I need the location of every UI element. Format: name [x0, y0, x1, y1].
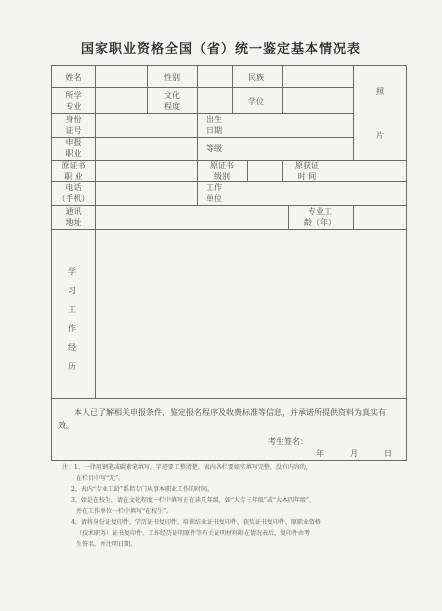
label-phone: [52, 182, 95, 204]
label-id-line2: 证号: [65, 126, 82, 135]
signature-label: 考生签名：: [268, 437, 308, 446]
form-title: 国家职业资格全国（省）统一鉴定基本情况表: [80, 42, 361, 57]
label-ethnicity: 民族: [248, 73, 264, 82]
label-work-years-line2: 龄（年）: [304, 218, 336, 227]
note-line: 3、如是在校生，请在文化程度一栏中填写正在读几年级，如“大专三年级”或“大本四年级”，: [71, 497, 316, 504]
label-education: [147, 90, 197, 112]
label-work-years-line1: 专业工: [308, 207, 332, 216]
row-line: [52, 398, 406, 399]
col-line: [247, 160, 248, 181]
label-level: 等级: [206, 144, 222, 153]
label-orig-time: [282, 160, 332, 182]
date-year: 年: [316, 449, 324, 458]
label-phone-line1: 电话: [65, 183, 82, 192]
label-history-3: 工: [68, 305, 76, 314]
label-history-6: 历: [68, 362, 76, 371]
row-line: [52, 137, 353, 138]
photo-label-2: 片: [376, 131, 384, 140]
note-line: 2、表内“专业工龄”系指专门从事本职业工作的时间。: [71, 486, 213, 493]
date-day: 日: [384, 449, 392, 458]
label-education-line1: 文化: [164, 91, 180, 100]
history-field[interactable]: [96, 230, 406, 396]
name-field[interactable]: [96, 66, 148, 87]
label-major: [52, 90, 95, 112]
label-orig-level: [197, 160, 247, 182]
row-line: [52, 87, 353, 88]
label-major-line2: 专业: [65, 102, 82, 111]
declaration: 本人已了解相关申报条件、鉴定报名程序及收费标准等信息，并承诺所提供资料为真实有效。: [58, 408, 386, 430]
note-line: 在栏目中写“无”。: [76, 475, 125, 482]
label-work-years: [288, 206, 352, 228]
label-history-5: 经: [68, 343, 76, 352]
label-dob-line1: 出生: [206, 115, 222, 124]
col-line: [95, 66, 96, 229]
notes-block: [62, 462, 392, 550]
note-line: 并在工作单位一栏中填写“在校生”。: [76, 508, 173, 515]
label-orig-time-line1: 原获证: [295, 161, 319, 170]
label-major-line1: 所学: [65, 91, 82, 100]
label-apply: [52, 137, 95, 159]
label-work-unit: [197, 182, 231, 204]
label-name: 姓名: [65, 73, 82, 82]
label-phone-line2: （手机）: [57, 194, 90, 203]
label-history-4: 作: [68, 324, 76, 333]
label-orig-occupation: [52, 160, 95, 182]
gender-field[interactable]: [197, 66, 231, 87]
date-month: 月: [350, 449, 358, 458]
label-id-line1: 身份: [65, 115, 82, 124]
photo-label-1: 照: [376, 87, 384, 96]
label-history-1: 学: [68, 267, 76, 276]
label-work-unit-line1: 工作: [206, 183, 222, 192]
label-id: [52, 114, 95, 136]
label-dob-line2: 日期: [206, 126, 222, 135]
label-orig-occupation-line2: 职 业: [64, 172, 83, 181]
label-address: [52, 206, 95, 228]
col-line: [353, 205, 354, 229]
label-apply-line2: 职业: [65, 149, 82, 158]
label-orig-occupation-line1: 原证书: [61, 161, 86, 170]
label-history-2: 习: [68, 286, 76, 295]
col-line: [282, 87, 283, 113]
note-line: 生签名，并注明日期。: [76, 541, 137, 548]
label-address-line1: 通讯: [65, 207, 82, 216]
col-line: [353, 66, 354, 160]
label-degree: 学位: [248, 97, 264, 106]
note-line: 注：1、一律用钢笔或碳素笔填写，字迹要工整清楚，表内各栏要如实填写完整，没有内容的，: [62, 464, 312, 471]
label-work-unit-line2: 单位: [206, 194, 222, 203]
label-address-line2: 地址: [65, 218, 82, 227]
label-apply-line1: 申报: [65, 138, 82, 147]
label-orig-level-line2: 级别: [214, 172, 230, 181]
label-orig-time-line2: 时 间: [297, 172, 317, 181]
label-gender: 性别: [164, 73, 180, 82]
label-education-line2: 程度: [164, 102, 180, 111]
ethnicity-field[interactable]: [282, 66, 352, 87]
note-line: （技术职务）证书复印件、工作经历证明原件等有关证明材料附在情况表后，复印件由考: [76, 530, 311, 537]
note-line: 4、请将身份证复印件、学历证书复印件、培训结业证书复印件、获奖证书复印件、原职业资格: [71, 519, 321, 526]
declaration-text: [58, 406, 400, 432]
label-dob: [197, 114, 231, 136]
label-orig-level-line1: 原证书: [210, 161, 234, 170]
